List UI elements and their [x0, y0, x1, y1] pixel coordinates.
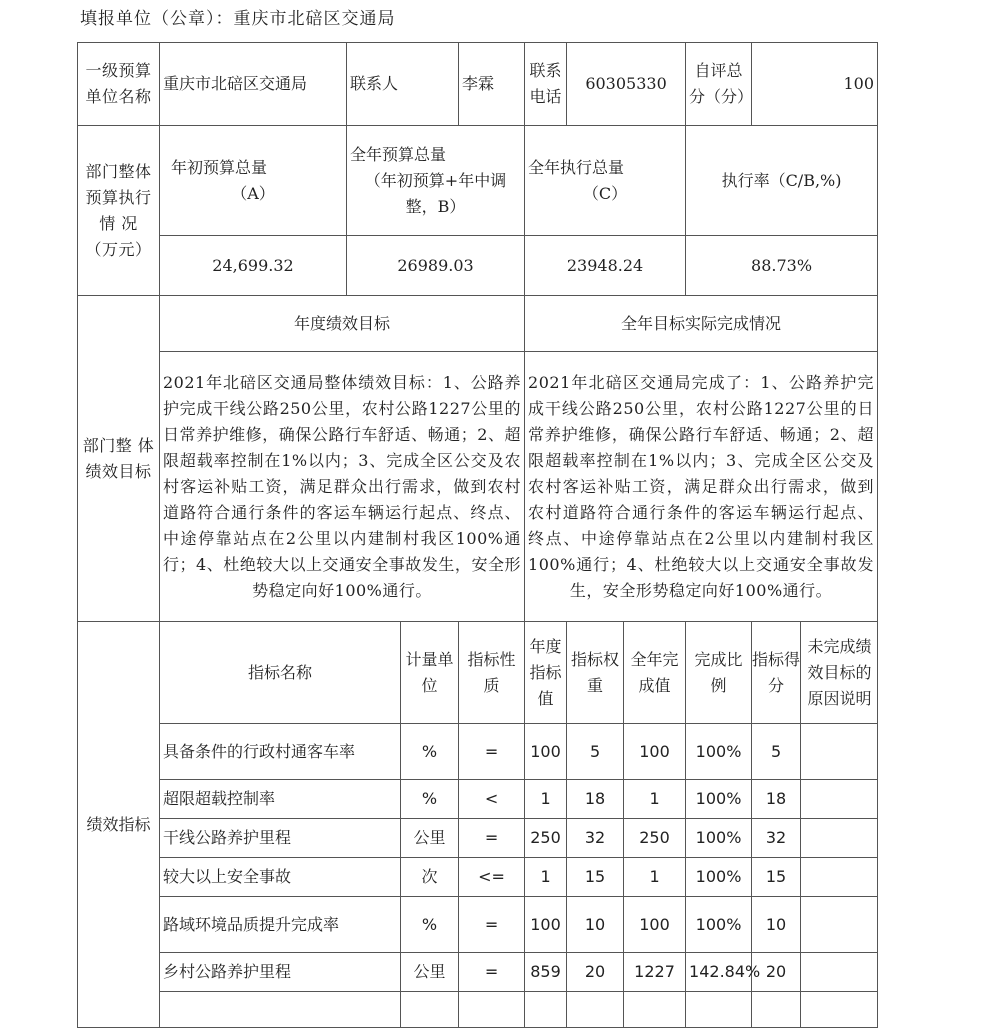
indicator-name: 较大以上安全事故 [160, 858, 401, 897]
indicator-ratio: 100% [686, 819, 752, 858]
indicator-reason [804, 897, 877, 952]
indicator-weight: 18 [567, 780, 624, 819]
header-total-budget-line2: （年初预算+年中调整，B） [364, 170, 507, 216]
label-contact: 联系人 [347, 43, 459, 126]
indicator-weight: 15 [567, 858, 624, 897]
header-reason-text: 未完成绩效目标的原因说明 [807, 636, 872, 708]
header-reason [752, 622, 878, 724]
table-row [78, 819, 878, 858]
annual-target-text: 2021年北碚区交通局整体绩效目标：1、公路养护完成干线公路250公里，农村公路1227公里的日常养护维修，确保公路行车舒适、畅通；2、超限超载率控制在1%以内；3、完成全区公交及农村客运补贴工资，满足群众出行需求，做到农村道路符合通行条件的客运车辆运行起点、终点、中途停靠站点在2公里以内建制村我区100%通行；4、杜绝较大以上交通安全事故发生，安全形势稳定向好100%通行。 [160, 352, 525, 622]
header-executed-total-line2: （C） [582, 183, 628, 203]
indicator-score: 15 [752, 858, 801, 896]
header-annual-target: 年度绩效目标 [160, 296, 525, 352]
indicator-unit: % [401, 724, 459, 780]
initial-budget-value: 24,699.32 [160, 236, 347, 296]
indicator-target: 100 [525, 897, 567, 953]
label-budget-execution: 部门整体预算执行情 况 （万元） [78, 126, 160, 296]
indicator-name: 干线公路养护里程 [160, 819, 401, 858]
header-actual-value: 全年完成值 [624, 622, 686, 724]
header-actual-completion: 全年目标实际完成情况 [525, 296, 878, 352]
indicator-nature: = [459, 724, 525, 780]
total-score: 100 [752, 43, 878, 126]
indicator-ratio: 100% [686, 724, 752, 780]
label-total-score: 自评总分（分） [686, 43, 752, 126]
header-ratio: 完成比例 [686, 622, 752, 724]
indicator-reason [804, 953, 877, 991]
header-execution-rate: 执行率（C/B,%) [686, 126, 878, 236]
goals-header-row [78, 296, 878, 352]
indicator-target: 859 [525, 953, 567, 992]
indicator-reason [804, 819, 877, 857]
table-row [78, 780, 878, 819]
empty-cell [459, 992, 525, 1028]
self-evaluation-table [77, 42, 878, 1028]
budget-values-row [78, 236, 878, 296]
indicator-score: 5 [752, 724, 801, 779]
header-executed-total [525, 126, 686, 236]
indicator-name: 具备条件的行政村通客车率 [160, 724, 401, 780]
indicator-ratio: 100% [686, 897, 752, 953]
empty-cell [567, 992, 624, 1028]
indicator-nature: < [459, 780, 525, 819]
header-initial-budget-line1: 年初预算总量 [171, 157, 268, 177]
indicator-nature: <= [459, 858, 525, 897]
indicator-score-reason [752, 858, 878, 897]
empty-divider [800, 992, 801, 1027]
indicator-score-reason [752, 724, 878, 780]
empty-cell [624, 992, 686, 1028]
indicator-unit: 公里 [401, 953, 459, 992]
indicator-header-row [78, 622, 878, 724]
table-row [78, 724, 878, 780]
indicator-weight: 10 [567, 897, 624, 953]
empty-cell [686, 992, 752, 1028]
indicator-actual: 100 [624, 724, 686, 780]
actual-completion-text: 2021年北碚区交通局完成了：1、公路养护完成干线公路250公里，农村公路1227公里的日常养护维修，确保公路行车舒适、畅通；2、超限超载率控制在1%以内；3、完成全区公交及农村客运补贴工资，满足群众出行需求，做到农村道路符合通行条件的客运车辆运行起点、终点、中途停靠站点在2公里以内建制村我区100%通行；4、杜绝较大以上交通安全事故发生，安全形势稳定向好100%通行。 [525, 352, 878, 622]
indicator-actual: 100 [624, 897, 686, 953]
indicator-reason [804, 858, 877, 896]
indicator-score: 18 [752, 780, 801, 818]
indicator-actual: 1227 [624, 953, 686, 992]
header-total-budget [347, 126, 525, 236]
empty-cell [160, 992, 401, 1028]
header-executed-total-line1: 全年执行总量 [528, 157, 625, 177]
indicator-score: 10 [752, 897, 801, 952]
indicator-nature: = [459, 819, 525, 858]
indicator-actual: 1 [624, 858, 686, 897]
total-budget-value: 26989.03 [347, 236, 525, 296]
indicator-ratio: 142.84% [686, 953, 752, 992]
indicator-score-reason [752, 953, 878, 992]
table-row [78, 858, 878, 897]
empty-cell [401, 992, 459, 1028]
indicator-weight: 20 [567, 953, 624, 992]
empty-cell [752, 992, 878, 1028]
executed-total-value: 23948.24 [525, 236, 686, 296]
indicator-score-reason [752, 897, 878, 953]
indicator-unit: % [401, 897, 459, 953]
indicator-score-reason [752, 819, 878, 858]
header-weight: 指标权重 [567, 622, 624, 724]
info-row [78, 43, 878, 126]
indicator-name: 乡村公路养护里程 [160, 953, 401, 992]
budget-header-row [78, 126, 878, 236]
indicator-weight: 32 [567, 819, 624, 858]
indicator-score: 32 [752, 819, 801, 857]
header-score: 指标得分 [752, 622, 801, 723]
label-phone: 联系电话 [525, 43, 567, 126]
indicator-unit: % [401, 780, 459, 819]
label-indicators: 绩效指标 [78, 622, 160, 1028]
indicator-actual: 1 [624, 780, 686, 819]
indicator-target: 100 [525, 724, 567, 780]
indicator-name: 超限超载控制率 [160, 780, 401, 819]
indicator-unit: 公里 [401, 819, 459, 858]
label-unit-name: 一级预算 单位名称 [78, 43, 160, 126]
label-performance-goals: 部门整 体 绩效目标 [78, 296, 160, 622]
indicator-ratio: 100% [686, 858, 752, 897]
header-indicator-name: 指标名称 [160, 622, 401, 724]
header-unit: 计量单位 [401, 622, 459, 724]
indicator-ratio: 100% [686, 780, 752, 819]
indicator-name: 路域环境品质提升完成率 [160, 897, 401, 953]
indicator-reason [804, 780, 877, 818]
execution-rate-value: 88.73% [686, 236, 878, 296]
indicator-unit: 次 [401, 858, 459, 897]
indicator-target: 250 [525, 819, 567, 858]
header-total-budget-line1: 全年预算总量 [350, 144, 447, 164]
phone-number: 60305330 [567, 43, 686, 126]
reporting-unit: 填报单位（公章）：重庆市北碚区交通局 [80, 9, 396, 29]
indicator-actual: 250 [624, 819, 686, 858]
indicator-score-reason [752, 780, 878, 819]
indicator-nature: = [459, 953, 525, 992]
table-row [78, 953, 878, 992]
indicator-weight: 5 [567, 724, 624, 780]
header-initial-budget-line2: （A） [231, 183, 275, 203]
header-target-value: 年度指标值 [525, 622, 567, 724]
empty-cell [525, 992, 567, 1028]
indicator-reason [804, 724, 877, 779]
indicator-nature: = [459, 897, 525, 953]
table-row-empty [78, 992, 878, 1028]
contact-name: 李霖 [459, 43, 525, 126]
table-row [78, 897, 878, 953]
goals-text-row [78, 352, 878, 622]
indicator-target: 1 [525, 858, 567, 897]
header-initial-budget [160, 126, 347, 236]
indicator-score: 20 [752, 953, 801, 991]
indicator-target: 1 [525, 780, 567, 819]
header-nature: 指标性质 [459, 622, 525, 724]
unit-name: 重庆市北碚区交通局 [160, 43, 347, 126]
